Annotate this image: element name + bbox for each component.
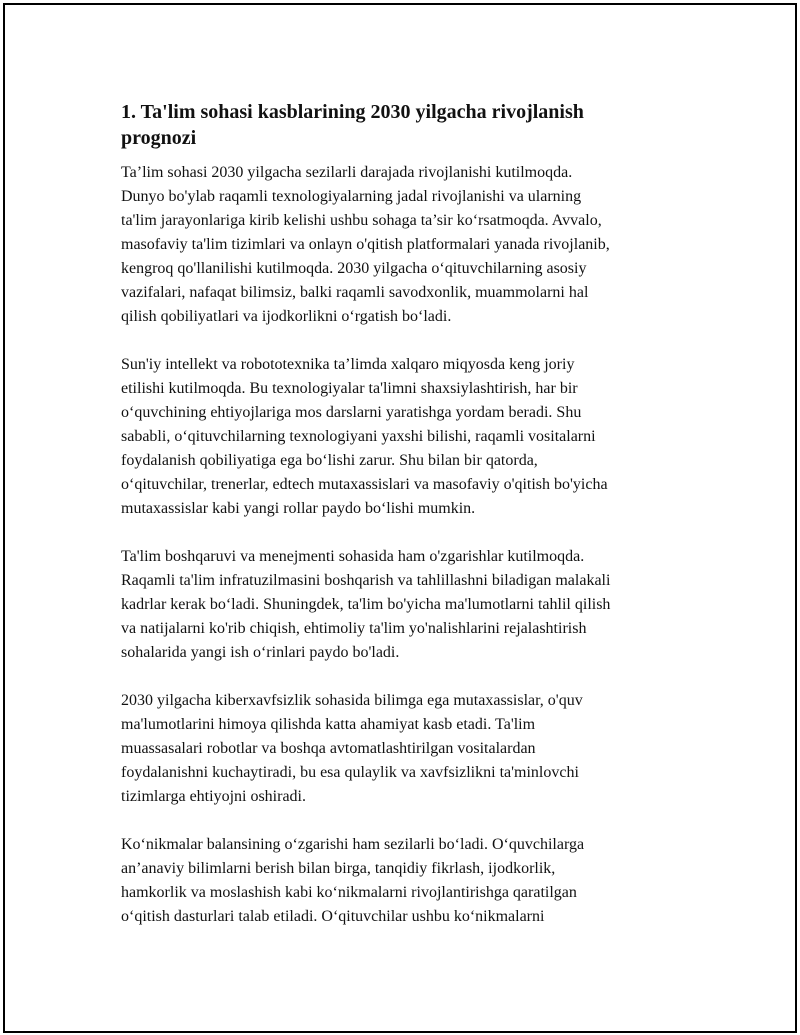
text-line: va natijalarni ko'rib chiqish, ehtimoliy ta'lim yo'nalishlarini rejalashtirish [121,620,587,637]
text-line: sababli, o‘qituvchilarning texnologiyani yaxshi bilishi, raqamli vositalarni [121,428,596,445]
text-line: foydalanishni kuchaytiradi, bu esa qulaylik va xavfsizlikni ta'minlovchi [121,764,579,781]
text-line: vazifalari, nafaqat bilimsiz, balki raqamli savodxonlik, muammolarni hal [121,284,589,301]
text-line: mutaxassislar kabi yangi rollar paydo bo‘lishi mumkin. [121,500,476,517]
text-line: kadrlar kerak bo‘ladi. Shuningdek, ta'lim bo'yicha ma'lumotlarni tahlil qilish [121,596,611,613]
text-line: Sun'iy intellekt va robototexnika ta’limda xalqaro miqyosda keng joriy [121,356,575,373]
text-line: 2030 yilgacha kiberxavfsizlik sohasida bilimga ega mutaxassislar, o'quv [121,692,583,709]
text-line: o‘qitish dasturlari talab etiladi. O‘qituvchilar ushbu ko‘nikmalarni [121,908,545,925]
paragraph-1 [121,161,701,329]
text-line: etilishi kutilmoqda. Bu texnologiyalar ta'limni shaxsiylashtirish, har bir [121,380,578,397]
text-line: Dunyo bo'ylab raqamli texnologiyalarning jadal rivojlanishi va ularning [121,188,582,205]
text-line: Raqamli ta'lim infratuzilmasini boshqarish va tahlillashni biladigan malakali [121,572,611,589]
text-line: Ta'lim boshqaruvi va menejmenti sohasida ham o'zgarishlar kutilmoqda. [121,548,585,565]
text-line: Ta’lim sohasi 2030 yilgacha sezilarli darajada rivojlanishi kutilmoqda. [121,164,573,181]
text-line: o‘quvchining ehtiyojlariga mos darslarni yaratishga yordam beradi. Shu [121,404,582,421]
text-line: masofaviy ta'lim tizimlari va onlayn o'qitish platformalari yanada rivojlanib, [121,236,610,253]
paragraph-3 [121,545,701,665]
text-line: kengroq qo'llanilishi kutilmoqda. 2030 yilgacha o‘qituvchilarning asosiy [121,260,587,277]
document-content [121,99,701,953]
heading-line: 1. Ta'lim sohasi kasblarining 2030 yilgacha rivojlanish [121,101,584,123]
paragraph-5 [121,833,701,929]
text-line: muassasalari robotlar va boshqa avtomatlashtirilgan vositalardan [121,740,536,757]
section-heading [121,99,701,151]
paragraph-2 [121,353,701,521]
text-line: tizimlarga ehtiyojni oshiradi. [121,788,306,805]
text-line: ma'lumotlarini himoya qilishda katta ahamiyat kasb etadi. Ta'lim [121,716,536,733]
text-line: sohalarida yangi ish o‘rinlari paydo bo'ladi. [121,644,400,661]
text-line: o‘qituvchilar, trenerlar, edtech mutaxassislari va masofaviy o'qitish bo'yicha [121,476,608,493]
document-page [3,3,797,1033]
paragraph-4 [121,689,701,809]
text-line: ta'lim jarayonlariga kirib kelishi ushbu sohaga ta’sir ko‘rsatmoqda. Avvalo, [121,212,602,229]
text-line: qilish qobiliyatlari va ijodkorlikni o‘rgatish bo‘ladi. [121,308,452,325]
heading-line: prognozi [121,127,197,149]
text-line: foydalanish qobiliyatiga ega bo‘lishi zarur. Shu bilan bir qatorda, [121,452,538,469]
text-line: an’anaviy bilimlarni berish bilan birga, tanqidiy fikrlash, ijodkorlik, [121,860,556,877]
text-line: Ko‘nikmalar balansining o‘zgarishi ham sezilarli bo‘ladi. O‘quvchilarga [121,836,585,853]
text-line: hamkorlik va moslashish kabi ko‘nikmalarni rivojlantirishga qaratilgan [121,884,577,901]
